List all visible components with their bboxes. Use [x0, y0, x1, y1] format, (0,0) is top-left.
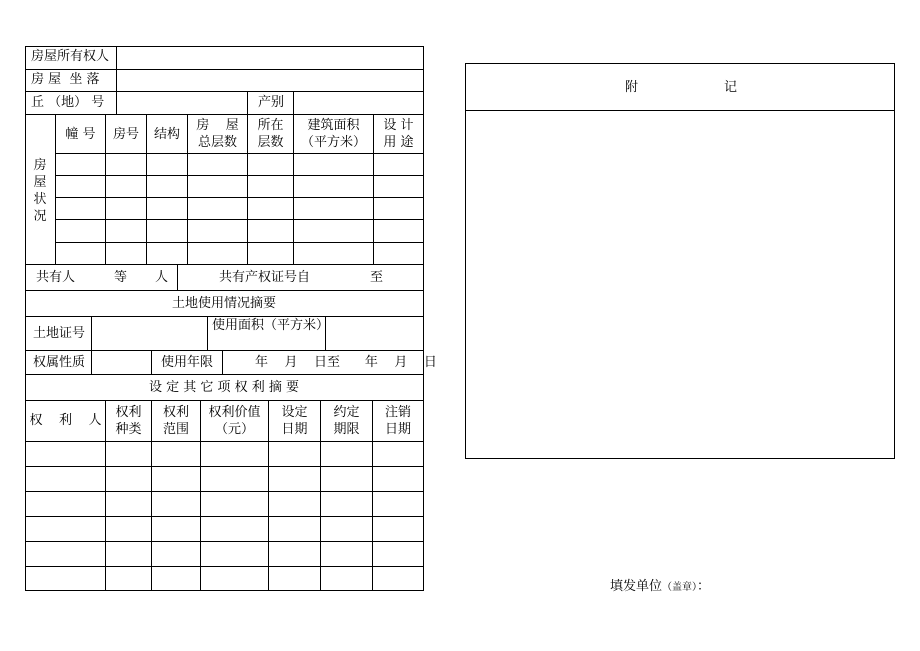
right-value-header: 权利价值 （元） — [208, 405, 261, 437]
issuer-label: 填发单位 — [610, 579, 663, 594]
design-use-header: 设 计 用 途 — [383, 118, 414, 150]
land-cert-label: 土地证号 — [33, 326, 86, 341]
use-area-label: 使用面积（平方米） — [212, 318, 330, 333]
co-cert-label: 共有产权证号自 — [219, 270, 311, 285]
use-term-dates: 年 月 日至 年 月 日 — [255, 355, 437, 370]
co-owner-label: 共有人 — [36, 270, 76, 285]
co-owner-person: 人 — [155, 270, 169, 285]
right-holder-header: 权 利 人 — [29, 413, 102, 428]
land-use-title: 土地使用情况摘要 — [171, 296, 276, 311]
agreed-term-header: 约定 期限 — [333, 405, 360, 437]
building-number-header: 幢 号 — [65, 127, 96, 142]
location-label: 房 屋 坐 落 — [31, 72, 100, 87]
co-cert-to: 至 — [370, 270, 384, 285]
use-term-label: 使用年限 — [161, 355, 214, 370]
total-floors-header: 房 屋 总层数 — [196, 118, 239, 150]
building-area-header: 建筑面积 （平方米） — [300, 118, 366, 150]
issuer-colon: ： — [697, 579, 711, 594]
owner-label: 房屋所有权人 — [31, 49, 110, 64]
cancel-date-header: 注销 日期 — [384, 405, 411, 437]
lot-number-label: 丘 （地） 号 — [31, 95, 105, 110]
ownership-nature-label: 权属性质 — [33, 355, 86, 370]
notes-label-ji: 记 — [724, 80, 738, 95]
stamp-note: （盖章） — [662, 582, 698, 593]
other-rights-title: 设 定 其 它 项 权 利 摘 要 — [148, 380, 300, 395]
set-date-header: 设定 日期 — [281, 405, 308, 437]
co-owner-etc: 等 — [114, 270, 128, 285]
house-status-label: 房屋状况 — [33, 158, 47, 224]
structure-header: 结构 — [153, 127, 180, 142]
notes-label-fu: 附 — [625, 80, 639, 95]
issuer-line — [610, 578, 710, 596]
property-category-label: 产别 — [258, 95, 285, 110]
right-scope-header: 权利 范围 — [162, 405, 189, 437]
located-floor-header: 所在 层数 — [257, 118, 284, 150]
room-number-header: 房号 — [112, 127, 139, 142]
right-type-header: 权利 种类 — [115, 405, 142, 437]
